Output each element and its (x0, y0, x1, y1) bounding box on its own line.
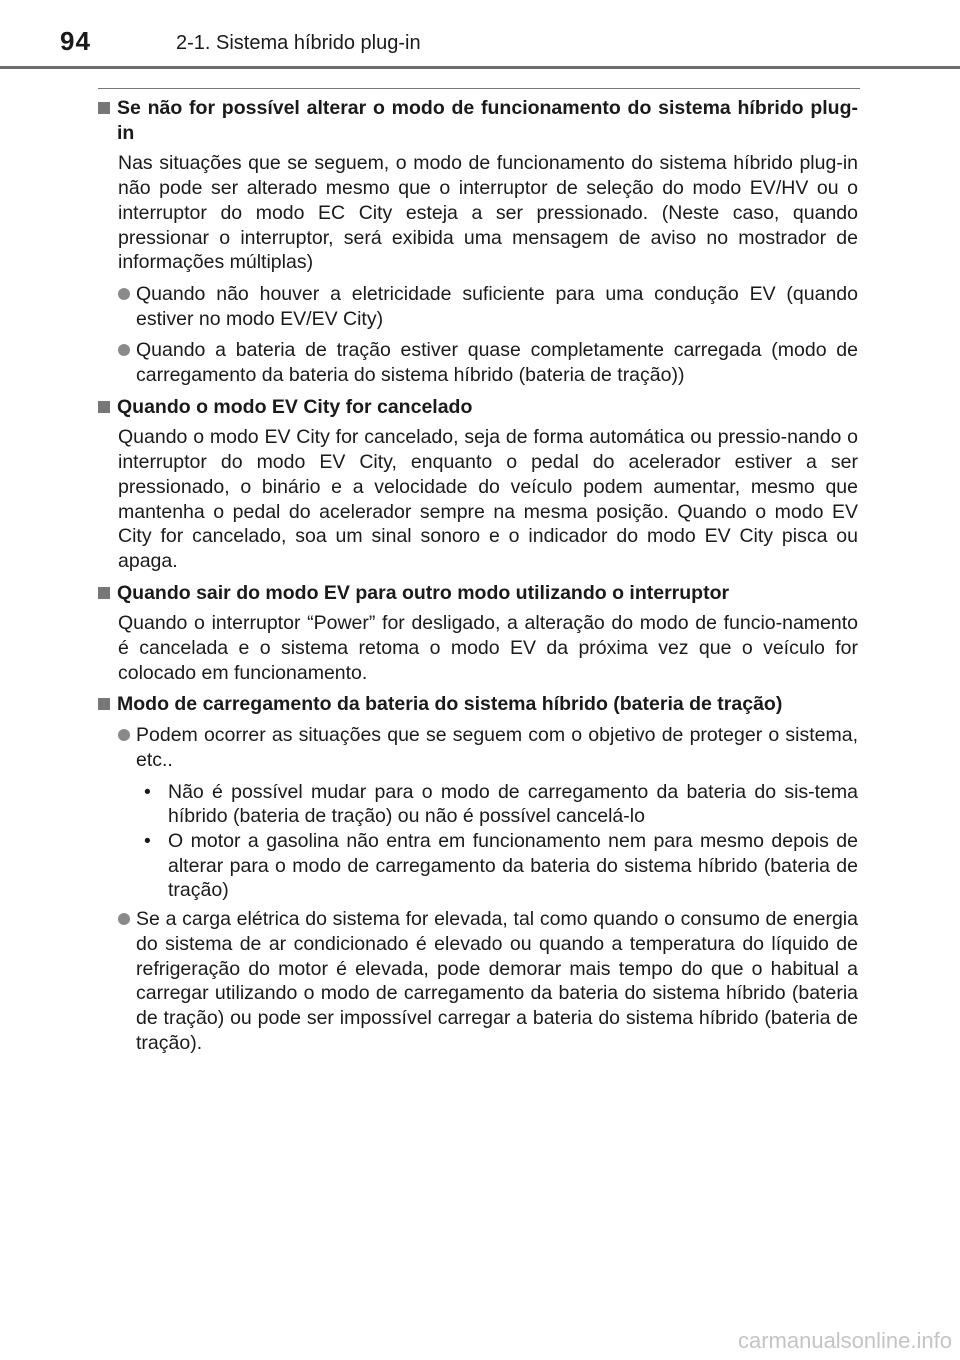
sub-list-item (144, 780, 858, 829)
chapter-title: 2-1. Sistema híbrido plug-in (176, 32, 421, 54)
watermark: carmanualsonline.info (737, 1328, 952, 1353)
square-icon (98, 698, 110, 710)
section-hybrid-mode-change (98, 96, 858, 388)
section-paragraph: Quando o modo EV City for cancelado, seja de forma automática ou pressio-nando o interruptor do modo EV City, enquanto o pedal do acelerador estiver a ser pressionado, o binário e a velocidade do veículo podem aumentar, mesmo que mantenha o pedal do acelerador sempre na mesma posição. Quando o modo EV City for cancelado, soa um sinal sonoro e o indicador do modo EV City pisca ou apaga. (118, 426, 858, 572)
section-paragraph: Nas situações que se seguem, o modo de funcionamento do sistema híbrido plug-in não pode ser alterado mesmo que o interruptor de seleção do modo EV/HV ou o interruptor do modo EC City esteja a ser pressionado. (Neste caso, quando pressionar o interruptor, será exibida uma mensagem de aviso no mostrador de informações múltiplas) (118, 152, 858, 274)
circle-bullet-icon (118, 344, 130, 356)
list-item-text: Podem ocorrer as situações que se seguem com o objetivo de proteger o sistema, etc.. (136, 724, 858, 771)
section-heading-text: Modo de carregamento da bateria do sistema híbrido (bateria de tração) (117, 693, 783, 716)
section-exit-ev-mode (98, 581, 858, 686)
list-item (118, 907, 858, 1055)
list-item (118, 338, 858, 387)
circle-bullet-icon (118, 729, 130, 741)
sub-list (144, 780, 858, 904)
top-rule (98, 88, 860, 89)
circle-bullet-icon (118, 913, 130, 925)
header-rule (0, 66, 960, 69)
section-heading (98, 692, 858, 717)
section-heading-text: Quando o modo EV City for cancelado (117, 395, 473, 418)
sub-list-item-text: Não é possível mudar para o modo de carregamento da bateria do sis-tema híbrido (bateria de tração) ou não é possível cancelá-lo (168, 780, 858, 828)
list-item-text: Se a carga elétrica do sistema for elevada, tal como quando o consumo de energia do sistema de ar condicionado é elevado ou quando a temperatura do líquido de refrigeração do motor é elevada, pode demorar mais tempo do que o habitual a carregar utilizando o modo de carregamento da bateria do sistema híbrido (bateria de tração) ou pode ser impossível carregar a bateria do sistema híbrido (bateria de tração). (136, 908, 858, 1054)
list-item (118, 282, 858, 331)
list-item (118, 723, 858, 772)
sub-list-item (144, 829, 858, 903)
sub-list-item-text: O motor a gasolina não entra em funcionamento nem para mesmo depois de alterar para o modo de carregamento da bateria do sistema híbrido (bateria de tração) (168, 829, 858, 902)
section-ev-city-cancel (98, 395, 858, 574)
circle-bullet-icon (118, 288, 130, 300)
list-item-text: Quando não houver a eletricidade suficiente para uma condução EV (quando estiver no modo EV/EV City) (136, 282, 858, 330)
section-heading-text: Se não for possível alterar o modo de funcionamento do sistema híbrido plug-in (117, 97, 858, 144)
section-heading (98, 395, 858, 420)
square-icon (98, 587, 110, 599)
section-heading (98, 96, 858, 145)
section-heading (98, 581, 858, 606)
square-icon (98, 401, 110, 413)
list-item-text: Quando a bateria de tração estiver quase completamente carregada (modo de carregamento da bateria do sistema híbrido (bateria de tração)) (136, 339, 858, 387)
page-number: 94 (60, 26, 91, 56)
square-icon (98, 102, 110, 114)
page-content (98, 96, 858, 1062)
sub-bullet-icon: • (144, 780, 151, 803)
sub-bullet-icon: • (144, 829, 151, 852)
section-battery-charge-mode (98, 692, 858, 1055)
section-heading-text: Quando sair do modo EV para outro modo utilizando o interruptor (117, 581, 730, 604)
section-paragraph: Quando o interruptor “Power” for desligado, a alteração do modo de funcio-namento é cancelada e o sistema retoma o modo EV da próxima vez que o veículo for colocado em funcionamento. (118, 612, 858, 684)
